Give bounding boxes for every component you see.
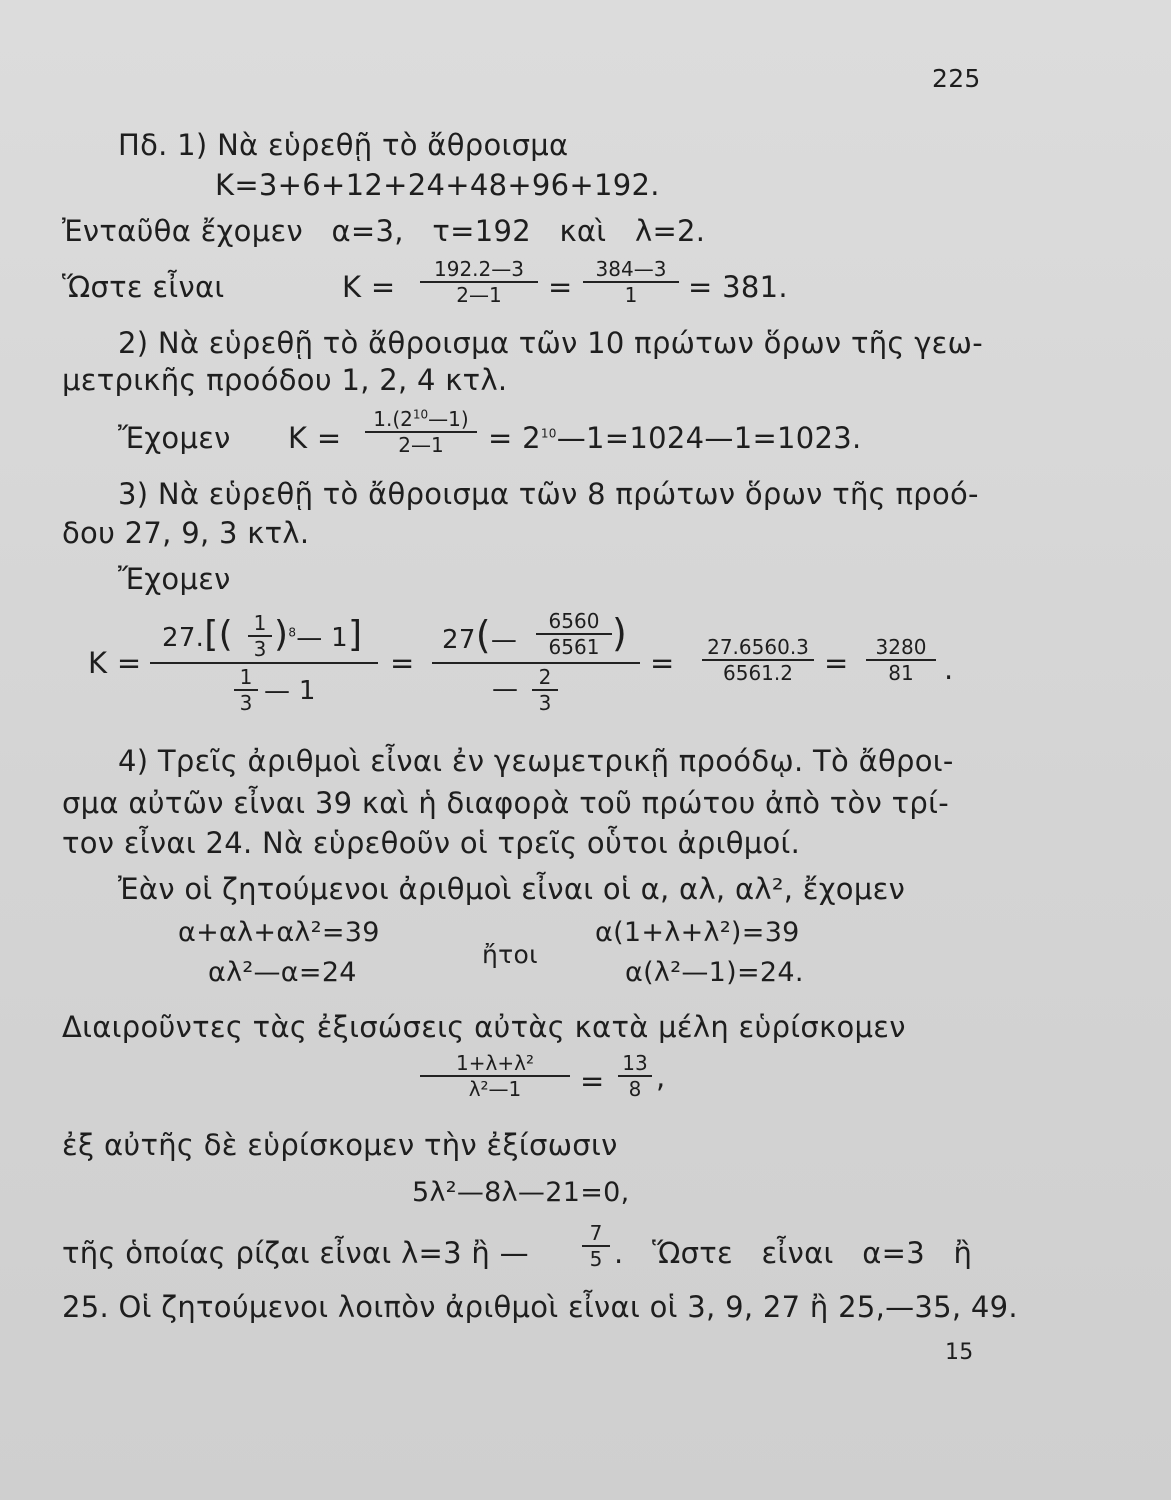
ex3-mid-fraction — [432, 606, 642, 716]
ex3-den-tail: — 1 — [264, 676, 316, 706]
ex2-line2: μετρικῆς προόδου 1, 2, 4 κτλ. — [62, 363, 508, 397]
ex3-have: Ἔχομεν — [118, 562, 231, 596]
ex3-fraction-4 — [866, 636, 936, 684]
ex3-big-exp: 8 — [288, 625, 297, 640]
ex3-inner-one: 1 — [253, 611, 267, 635]
ex1-f1-denominator: 2—1 — [456, 283, 502, 307]
ex4-ratio-numerator: 1+λ+λ² — [456, 1051, 534, 1075]
ex2-numerator — [367, 408, 474, 430]
ex3-big-num-b: — 1 — [296, 623, 349, 653]
ex4-roots-7: 7 — [589, 1221, 603, 1245]
ex3-den-fraction — [234, 666, 258, 714]
ex3-mid-num-a: 27(— — [442, 613, 518, 657]
ex4-last-line: 25. Οἱ ζητούμενοι λοιπὸν ἀριθμοὶ εἶναι οἱ 3, 9, 27 ἢ 25,—35, 49. — [62, 1290, 1018, 1324]
ex3-mid-den-minus: — — [492, 674, 519, 704]
ex2-result — [488, 421, 862, 455]
ex3-inner-three: 3 — [253, 637, 267, 661]
ex1-given: Ἐνταῦθα ἔχομεν α=3, τ=192 καὶ λ=2. — [62, 214, 706, 248]
ex4-line6: ἐξ αὐτῆς δὲ εὑρίσκομεν τὴν ἐξίσωσιν — [62, 1128, 618, 1162]
ex4-roots-5: 5 — [589, 1247, 603, 1271]
ex1-f1-numerator: 192.2—3 — [434, 257, 524, 281]
ex4-itoi: ἤτοι — [482, 940, 538, 969]
ex3-equals-3: = — [824, 646, 849, 680]
ex1-sum: K=3+6+12+24+48+96+192. — [215, 168, 660, 202]
ex1-result: = 381. — [688, 270, 788, 304]
ex2-line1: 2) Νὰ εὑρεθῇ τὸ ἄθροισμα τῶν 10 πρώτων ὅρων τῆς γεω- — [118, 326, 984, 360]
ex3-mid-minus: — — [490, 625, 518, 655]
ex4-ratio-13: 13 — [622, 1051, 648, 1075]
ex3-equals-2: = — [650, 646, 675, 680]
ex4-ratio-value — [618, 1052, 652, 1100]
ex3-mid-den-2: 2 — [538, 665, 552, 689]
ex3-f4-numerator: 3280 — [875, 635, 927, 659]
ex2-denominator: 2—1 — [398, 433, 444, 457]
ex4-roots-fraction — [582, 1222, 610, 1270]
ex1-equals: = — [548, 270, 573, 304]
ex4-ratio-8: 8 — [628, 1077, 642, 1101]
ex4-line3: τον εἶναι 24. Νὰ εὑρεθοῦν οἱ τρεῖς οὗτοι ἀριθμοί. — [62, 826, 801, 860]
ex3-mid-inner — [536, 610, 612, 658]
ex4-roots-text: τῆς ὁποίας ρίζαι εἶναι λ=3 ἢ — — [62, 1236, 529, 1270]
fraction-bar — [432, 662, 640, 664]
ex3-line1: 3) Νὰ εὑρεθῇ τὸ ἄθροισμα τῶν 8 πρώτων ὅρων τῆς προό- — [118, 477, 979, 511]
ex1-hence: Ὥστε εἶναι — [62, 270, 225, 304]
fraction-bar — [150, 662, 378, 664]
ex3-inner-fraction — [248, 612, 272, 660]
ex4-system-left-1: α+αλ+αλ²=39 — [178, 917, 380, 948]
ex2-num-b: —1) — [428, 407, 469, 431]
ex3-mid-27: 27 — [442, 625, 476, 655]
ex1-k-eq: K = — [342, 270, 396, 304]
ex4-line1: 4) Τρεῖς ἀριθμοὶ εἶναι ἐν γεωμετρικῇ προόδῳ. Τὸ ἄθροι- — [118, 744, 954, 778]
ex3-big-num: 27.[( — [162, 614, 233, 655]
ex1-title: Πδ. 1) Νὰ εὑρεθῇ τὸ ἄθροισμα — [118, 128, 569, 162]
ex3-mid-6560: 6560 — [548, 609, 600, 633]
ex4-ratio-denominator: λ²—1 — [468, 1077, 522, 1101]
ex3-f3-numerator: 27.6560.3 — [707, 635, 809, 659]
ex4-roots-tail: . Ὥστε εἶναι α=3 ἢ — [614, 1236, 973, 1270]
ex4-system-right-1: α(1+λ+λ²)=39 — [595, 917, 800, 948]
ex4-system-left-2: αλ²—α=24 — [208, 957, 357, 988]
ex1-f2-numerator: 384—3 — [595, 257, 667, 281]
ex1-f2-denominator: 1 — [624, 283, 638, 307]
ex3-equals-1: = — [390, 646, 415, 680]
ex2-num-a: 1.(2 — [373, 407, 413, 431]
ex3-period: . — [944, 652, 954, 686]
ex4-quadratic: 5λ²—8λ—21=0, — [412, 1177, 630, 1208]
ex1-fraction-1 — [420, 258, 538, 306]
ex3-den-three: 3 — [239, 691, 253, 715]
ex3-big-num-tail: )$^8$— 1] — [274, 614, 363, 655]
ex4-ratio-equals: = — [580, 1064, 605, 1098]
ex3-line2: δου 27, 9, 3 κτλ. — [62, 516, 310, 550]
page-number: 225 — [932, 64, 981, 93]
ex4-line5: Διαιροῦντες τὰς ἐξισώσεις αὐτὰς κατὰ μέλη εὑρίσκομεν — [62, 1010, 906, 1044]
ex4-system-right-2: α(λ²—1)=24. — [625, 957, 804, 988]
ex3-den-one: 1 — [239, 665, 253, 689]
ex2-fraction — [365, 408, 477, 456]
ex2-res-a: = 2 — [488, 421, 541, 455]
ex4-line4: Ἐὰν οἱ ζητούμενοι ἀριθμοὶ εἶναι οἱ α, αλ, αλ², ἔχομεν — [118, 872, 906, 906]
ex2-res-exp: 10 — [540, 426, 557, 441]
ex2-res-b: —1=1024—1=1023. — [556, 421, 862, 455]
ex4-line2: σμα αὐτῶν εἶναι 39 καὶ ἡ διαφορὰ τοῦ πρώτου ἀπὸ τὸν τρί- — [62, 786, 949, 820]
ex3-k-eq: K = — [88, 646, 142, 680]
ex3-big-num-a: 27. — [162, 623, 205, 653]
ex3-fraction-3 — [702, 636, 814, 684]
ex4-ratio-fraction — [420, 1052, 570, 1100]
printer-signature: 15 — [945, 1340, 974, 1365]
ex3-mid-close: ) — [612, 611, 628, 655]
ex3-f3-denominator: 6561.2 — [723, 661, 793, 685]
ex2-num-exp: 10 — [412, 407, 429, 422]
ex3-mid-6561: 6561 — [548, 635, 600, 659]
ex2-k-eq: K = — [288, 421, 342, 455]
ex3-mid-den-3: 3 — [538, 691, 552, 715]
ex4-ratio-comma: , — [656, 1060, 666, 1094]
ex3-big-fraction — [150, 611, 380, 715]
ex3-f4-denominator: 81 — [888, 661, 914, 685]
ex2-have: Ἔχομεν — [118, 421, 231, 455]
ex1-fraction-2 — [583, 258, 679, 306]
ex3-mid-den-fraction — [532, 666, 558, 714]
